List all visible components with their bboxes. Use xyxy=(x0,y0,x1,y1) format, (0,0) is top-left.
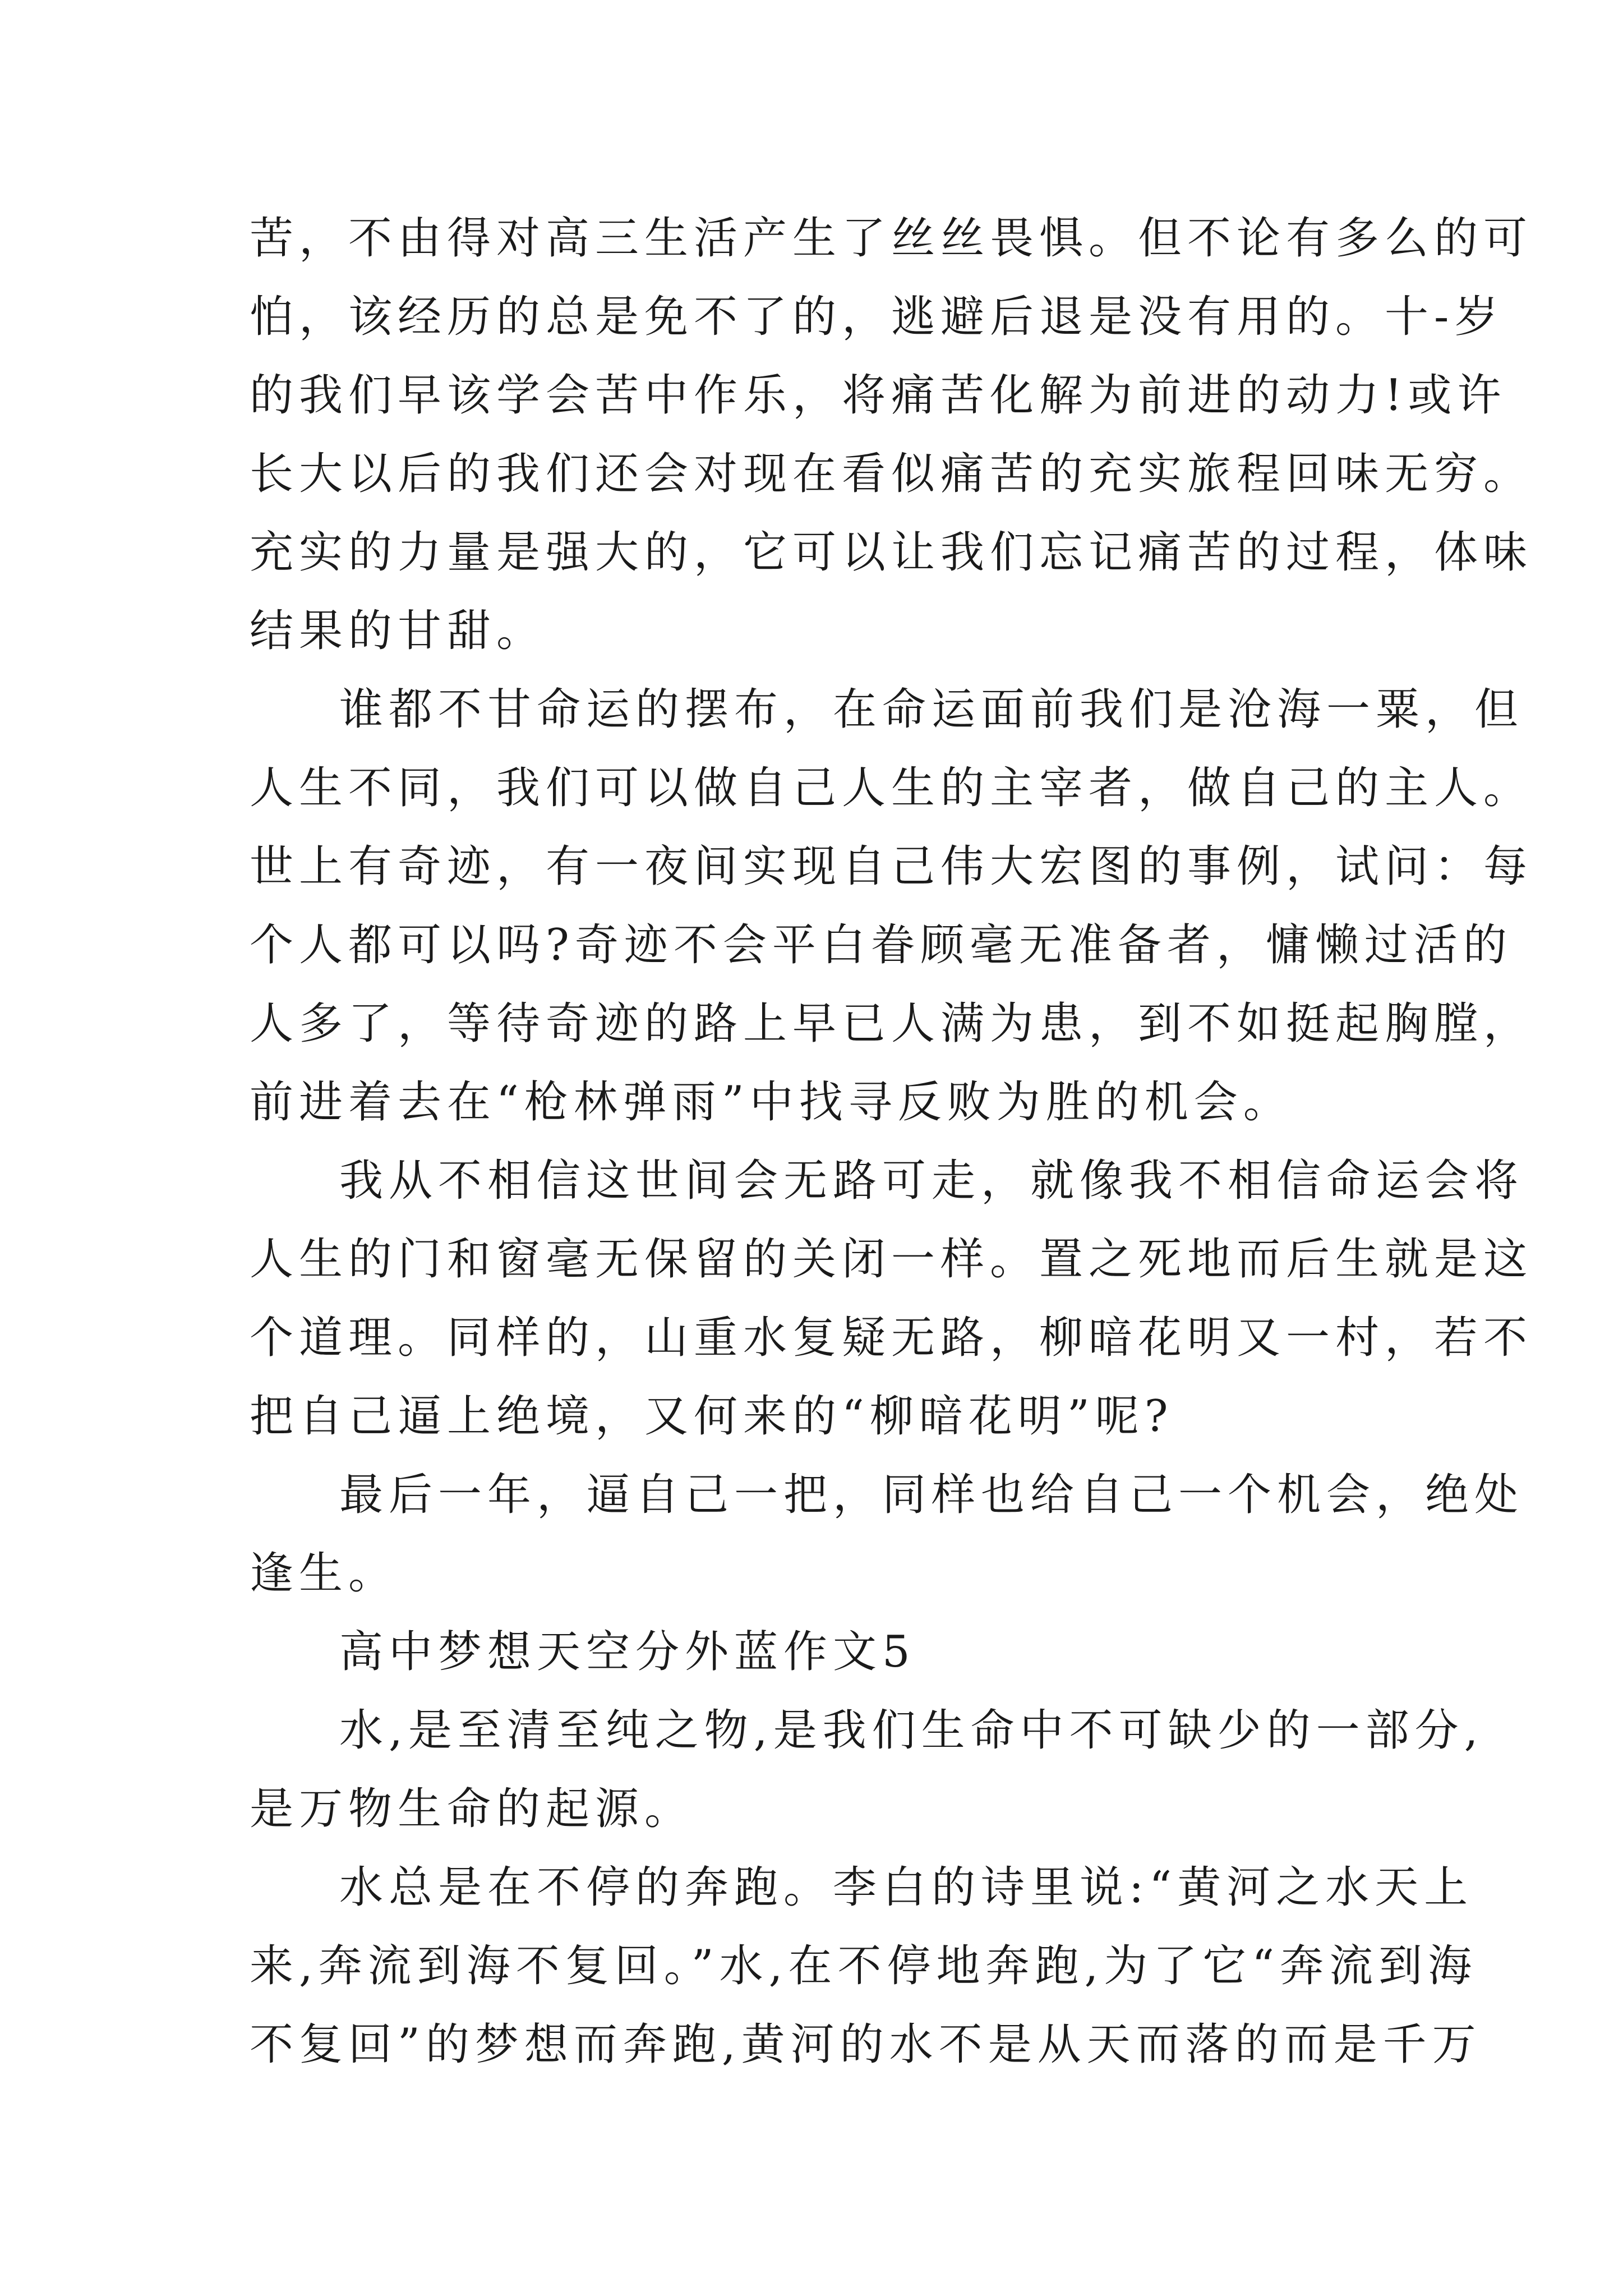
paragraph xyxy=(250,1456,1524,1613)
paragraph xyxy=(250,1142,1533,1456)
paragraph xyxy=(250,1848,1482,2084)
heading-line: 高中梦想天空分外蓝作文5 xyxy=(339,1627,916,1677)
text-line: 怕，该经历的总是免不了的，逃避后退是没有用的。十-岁 xyxy=(250,292,1504,342)
text-line: 苦，不由得对高三生活产生了丝丝畏惧。但不论有多么的可 xyxy=(250,213,1533,264)
section-heading xyxy=(250,1613,1382,1691)
text-line: 结果的甘甜。 xyxy=(250,606,546,656)
text-line: 来,奔流到海不复回。”水,在不停地奔跑,为了它“奔流到海 xyxy=(250,1941,1478,1991)
text-line: 人生不同，我们可以做自己人生的主宰者，做自己的主人。 xyxy=(250,763,1533,813)
text-line: 不复回”的梦想而奔跑,黄河的水不是从天而落的而是千万 xyxy=(250,2019,1482,2070)
text-line: 长大以后的我们还会对现在看似痛苦的充实旅程回味无穷。 xyxy=(250,449,1533,499)
text-line: 谁都不甘命运的摆布，在命运面前我们是沧海一粟，但 xyxy=(339,684,1524,735)
paragraph xyxy=(250,1691,1484,1848)
paragraph xyxy=(250,670,1533,1142)
text-line: 人生的门和窗毫无保留的关闭一样。置之死地而后生就是这 xyxy=(250,1234,1533,1285)
text-line: 水总是在不停的奔跑。李白的诗里说:“黄河之水天上 xyxy=(339,1862,1474,1913)
document-body xyxy=(250,199,1533,2084)
text-line: 世上有奇迹，有一夜间实现自己伟大宏图的事例，试问：每 xyxy=(250,841,1533,892)
text-line: 个道理。同样的，山重水复疑无路，柳暗花明又一村，若不 xyxy=(250,1313,1533,1363)
paragraph xyxy=(250,199,1533,670)
text-line: 最后一年，逼自己一把，同样也给自己一个机会，绝处 xyxy=(339,1470,1524,1520)
text-line: 的我们早该学会苦中作乐，将痛苦化解为前进的动力!或许 xyxy=(250,370,1507,421)
text-line: 是万物生命的起源。 xyxy=(250,1784,694,1834)
text-line: 个人都可以吗?奇迹不会平白眷顾毫无准备者，慵懒过活的 xyxy=(250,920,1513,970)
text-line: 前进着去在“枪林弹雨”中找寻反败为胜的机会。 xyxy=(250,1077,1293,1128)
text-line: 我从不相信这世间会无路可走，就像我不相信命运会将 xyxy=(339,1156,1524,1206)
text-line: 逢生。 xyxy=(250,1548,398,1599)
text-line: 充实的力量是强大的，它可以让我们忘记痛苦的过程，体味 xyxy=(250,527,1533,578)
text-line: 人多了，等待奇迹的路上早已人满为患，到不如挺起胸膛， xyxy=(250,999,1533,1049)
text-line: 水,是至清至纯之物,是我们生命中不可缺少的一部分, xyxy=(339,1705,1484,1756)
text-line: 把自己逼上绝境，又何来的“柳暗花明”呢? xyxy=(250,1391,1174,1442)
